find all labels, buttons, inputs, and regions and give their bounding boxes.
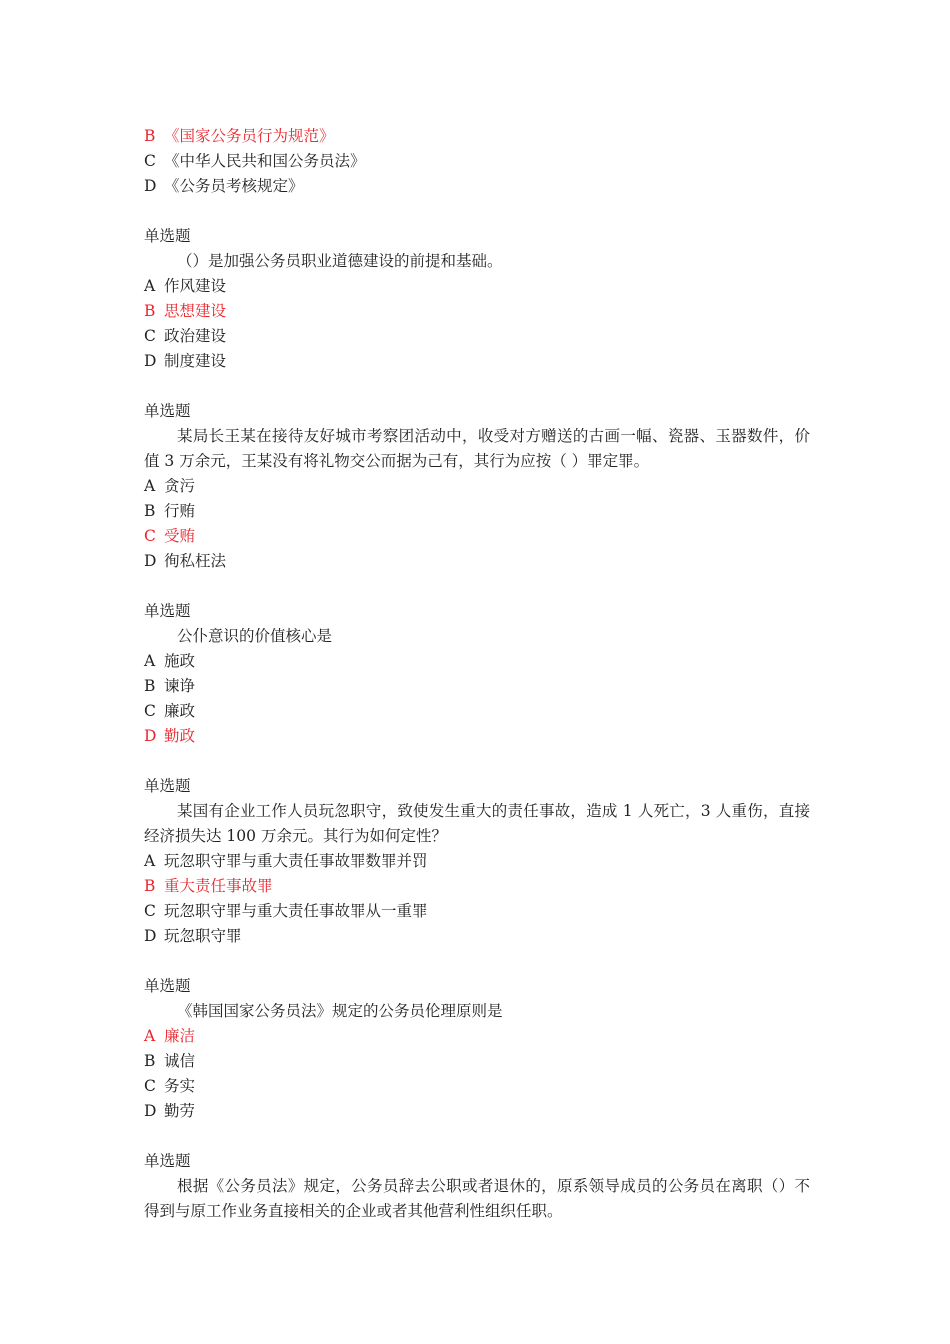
option-text: 廉洁 [164,1027,196,1045]
option [144,274,810,299]
option-correct [144,524,810,549]
question-block [144,1149,810,1224]
question-type: 单选题 [144,602,191,620]
option-text: 《公务员考核规定》 [164,177,304,195]
option-text: 勤劳 [164,1102,196,1120]
option-text: 玩忽职守罪与重大责任事故罪从一重罪 [164,902,428,920]
question-stem: 某国有企业工作人员玩忽职守，致使发生重大的责任事故，造成 1 人死亡，3 人重伤，直接经济损失达 100 万余元。其行为如何定性？ [144,802,810,845]
question-block [144,399,810,574]
option-letter: B [144,302,156,320]
option [144,349,810,374]
option-letter: A [144,652,156,670]
option-letter: C [144,902,156,920]
question-type: 单选题 [144,227,191,245]
option-letter: C [144,152,156,170]
option-letter: C [144,327,156,345]
option [144,924,810,949]
option [144,149,810,174]
question-stem: 公仆意识的价值核心是 [177,627,333,645]
option-text: 施政 [164,652,196,670]
option [144,474,810,499]
option-letter: A [144,277,156,295]
option-correct [144,724,810,749]
question-type: 单选题 [144,777,191,795]
partial-question-options [144,124,810,199]
option-correct [144,299,810,324]
option-text: 玩忽职守罪与重大责任事故罪数罪并罚 [164,852,428,870]
option [144,1074,810,1099]
option-text: 政治建设 [164,327,227,345]
option-letter: B [144,677,156,695]
question-type: 单选题 [144,1152,191,1170]
option [144,174,810,199]
option-text: 廉政 [164,702,196,720]
option-text: 《中华人民共和国公务员法》 [164,152,366,170]
option [144,549,810,574]
option-letter: B [144,502,156,520]
option-letter: D [144,177,157,195]
option-text: 玩忽职守罪 [164,927,242,945]
question-stem: 《韩国国家公务员法》规定的公务员伦理原则是 [177,1002,503,1020]
question-list [144,124,810,1224]
question-block [144,774,810,949]
option-letter: B [144,877,156,895]
option-text: 贪污 [164,477,196,495]
option-letter: D [144,727,157,745]
option-text: 行贿 [164,502,196,520]
option-letter: D [144,352,157,370]
option-letter: D [144,552,157,570]
question-type: 单选题 [144,977,191,995]
question-stem: 根据《公务员法》规定，公务员辞去公职或者退休的，原系领导成员的公务员在离职（）不得到与原工作业务直接相关的企业或者其他营利性组织任职。 [144,1177,810,1220]
option [144,699,810,724]
option-text: 作风建设 [164,277,227,295]
option-correct [144,874,810,899]
option [144,674,810,699]
option-text: 勤政 [164,727,196,745]
option [144,1049,810,1074]
question-stem: （）是加强公务员职业道德建设的前提和基础。 [177,252,503,270]
option-letter: C [144,527,156,545]
option-text: 制度建设 [164,352,227,370]
option-text: 谏诤 [164,677,196,695]
option [144,1099,810,1124]
option-letter: A [144,1027,156,1045]
question-block [144,224,810,374]
option-letter: D [144,1102,157,1120]
question-block [144,974,810,1124]
option [144,324,810,349]
question-type: 单选题 [144,402,191,420]
option-text: 重大责任事故罪 [164,877,273,895]
option-letter: B [144,1052,156,1070]
option-correct [144,124,810,149]
option [144,899,810,924]
option-correct [144,1024,810,1049]
option-text: 《国家公务员行为规范》 [164,127,335,145]
option-text: 务实 [164,1077,196,1095]
option-letter: B [144,127,156,145]
question-block [144,599,810,749]
option-letter: C [144,1077,156,1095]
option-text: 徇私枉法 [164,552,227,570]
option-text: 诚信 [164,1052,196,1070]
option-letter: A [144,852,156,870]
option-letter: A [144,477,156,495]
option [144,499,810,524]
option-letter: D [144,927,157,945]
option-text: 思想建设 [164,302,227,320]
option-text: 受贿 [164,527,196,545]
option-letter: C [144,702,156,720]
question-stem: 某局长王某在接待友好城市考察团活动中，收受对方赠送的古画一幅、瓷器、玉器数件，价值 3 万余元，王某没有将礼物交公而据为己有，其行为应按（ ）罪定罪。 [144,427,810,470]
option [144,649,810,674]
option [144,849,810,874]
